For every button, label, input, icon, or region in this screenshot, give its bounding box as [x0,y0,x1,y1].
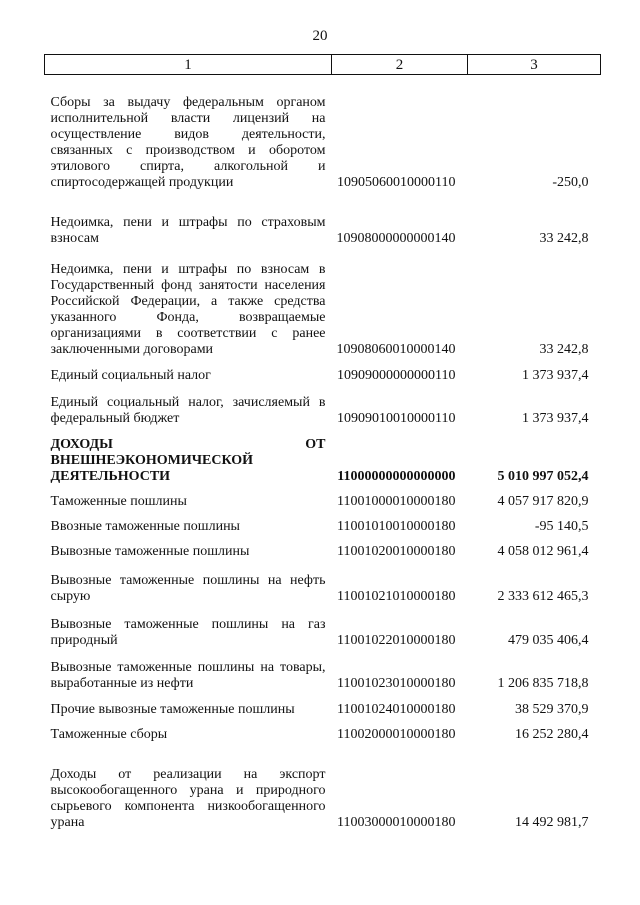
section-name-word-2: ОТ [305,436,326,452]
row-code: 11000000000000000 [337,468,456,484]
section-name [45,427,332,485]
row-code: 11001024010000180 [337,701,456,717]
table-row [45,605,601,649]
row-name: Таможенные сборы [50,726,168,742]
table-row [45,510,601,535]
row-name: Ввозные таможенные пошлины [50,518,240,534]
row-code: 10908000000000140 [336,230,456,246]
row-code: 11002000010000180 [337,726,456,742]
table-row-section-total [45,427,601,485]
row-code: 11001021010000180 [337,588,456,604]
table-header [45,55,601,75]
row-name: Недоимка, пени и штрафы по страховым взносам [50,214,326,246]
row-amount: 38 529 370,9 [515,701,589,717]
section-name-word-1: ДОХОДЫ [50,436,113,452]
table-row [45,191,601,247]
row-name: Вывозные таможенные пошлины на нефть сырую [50,572,326,604]
row-amount: 479 035 406,4 [508,632,589,648]
row-code: 10909000000000110 [337,367,456,383]
row-name: Таможенные пошлины [50,493,187,509]
column-header-3: 3 [468,55,601,75]
row-name: Доходы от реализации на экспорт высокообогащенного урана и природного сырьевого компонента низкообогащенного урана [50,766,326,830]
row-amount: 33 242,8 [539,341,589,357]
table-row [45,384,601,427]
row-code: 11001020010000180 [337,543,456,559]
column-header-1: 1 [45,55,332,75]
row-amount: 1 373 937,4 [522,367,589,383]
table-row [45,485,601,510]
row-code: 11001010010000180 [337,518,456,534]
column-header-2: 2 [332,55,468,75]
table-row [45,535,601,560]
table-row [45,247,601,358]
row-amount: 2 333 612 465,3 [497,588,589,604]
page-number: 20 [312,28,328,44]
row-code: 11001023010000180 [337,675,456,691]
row-name: Прочие вывозные таможенные пошлины [50,701,295,717]
budget-table [44,54,601,831]
row-name: Вывозные таможенные пошлины на товары, выработанные из нефти [50,659,326,691]
row-amount: 4 057 917 820,9 [497,493,589,509]
row-name: Сборы за выдачу федеральным органом исполнительной власти лицензий на осуществление видов деятельности, связанных с производством и оборотом этилового спирта, алкогольной и спиртосодержащей продукции [50,94,326,190]
row-amount: -95 140,5 [534,518,589,534]
row-code: 11001000010000180 [337,493,456,509]
row-code: 11001022010000180 [337,632,456,648]
row-amount: 5 010 997 052,4 [497,468,589,484]
row-name: Вывозные таможенные пошлины на газ природный [50,616,326,648]
row-name: Единый социальный налог [50,367,211,383]
row-code: 10905060010000110 [337,174,456,190]
table-row [45,560,601,605]
table-row [45,358,601,384]
row-amount: 1 373 937,4 [522,410,589,426]
row-name: Вывозные таможенные пошлины [50,543,250,559]
section-name-rest: ВНЕШНЕЭКОНОМИЧЕСКОЙ ДЕЯТЕЛЬНОСТИ [50,452,254,484]
table-row [45,75,601,191]
row-name: Недоимка, пени и штрафы по взносам в Государственный фонд занятости населения Российской Федерации, а также средства указанного Фонда, возвращаемые организациями в соответствии с ранее заключенными договорами [50,261,326,357]
row-code: 11003000010000180 [337,814,456,830]
row-name: Единый социальный налог, зачисляемый в федеральный бюджет [50,394,326,426]
row-amount: -250,0 [552,174,589,190]
row-amount: 4 058 012 961,4 [497,543,589,559]
row-code: 10908060010000140 [336,341,456,357]
table-row [45,649,601,692]
row-amount: 1 206 835 718,8 [497,675,589,691]
row-amount: 33 242,8 [539,230,589,246]
row-code: 10909010010000110 [337,410,456,426]
row-amount: 14 492 981,7 [515,814,589,830]
table-row [45,692,601,718]
table-row [45,718,601,743]
row-amount: 16 252 280,4 [515,726,589,742]
table-row [45,743,601,831]
